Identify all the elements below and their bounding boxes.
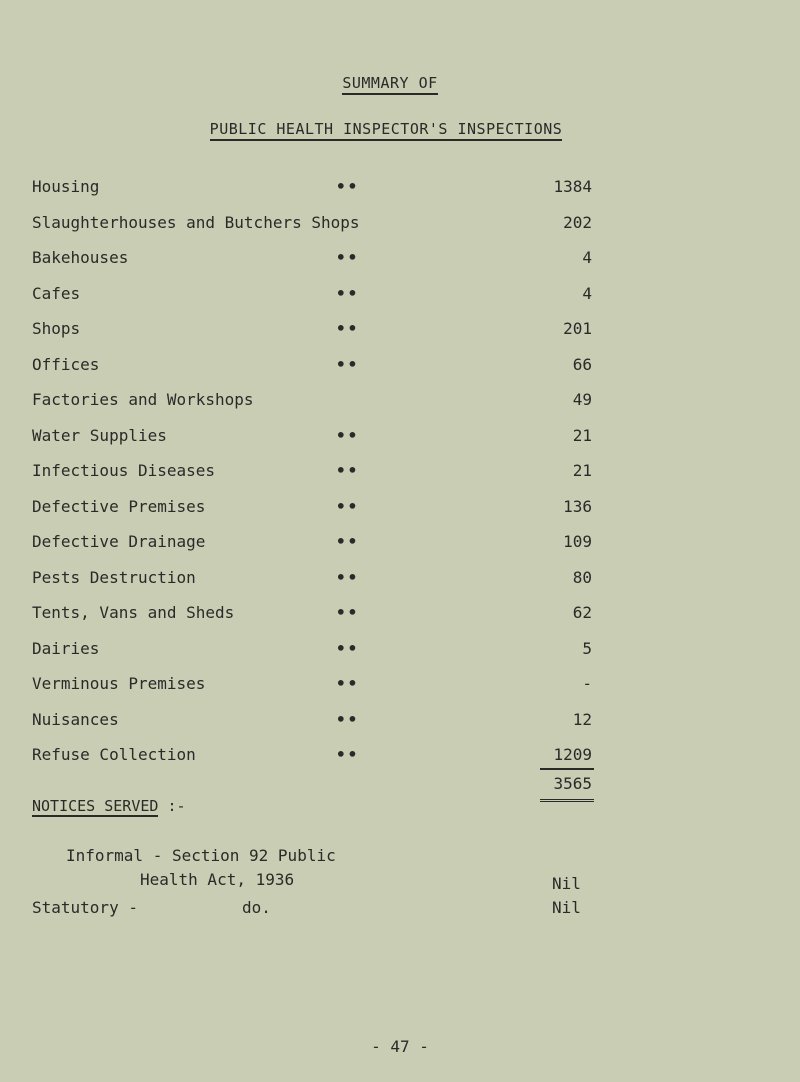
inspection-row [32, 355, 592, 379]
inspection-row [32, 461, 592, 485]
inspection-row [32, 532, 592, 556]
leader-dots: •• [336, 745, 360, 764]
inspection-label: Infectious Diseases [32, 461, 216, 480]
leader-dots: •• [336, 319, 360, 338]
inspection-value: 62 [572, 603, 592, 622]
inspection-row [32, 177, 592, 201]
inspection-value: 201 [563, 319, 592, 338]
leader-dots: •• [336, 248, 360, 267]
notice-statutory-do: do. [242, 898, 271, 917]
total-rule-bottom [540, 799, 594, 804]
page-number: - 47 - [371, 1037, 429, 1056]
inspection-value: 136 [563, 496, 592, 516]
inspection-value: 1209 [553, 745, 592, 764]
inspection-label: Bakehouses [32, 248, 129, 267]
inspection-row [32, 603, 592, 627]
notice-informal-value: Nil [552, 874, 581, 893]
inspection-label: Housing [32, 177, 100, 196]
inspection-row [32, 319, 592, 343]
inspection-row [32, 497, 592, 521]
inspection-label: Pests Destruction [32, 567, 196, 587]
inspection-value: 202 [563, 212, 592, 232]
inspection-value: 12 [572, 709, 592, 729]
total-value: 3565 [553, 774, 592, 793]
leader-dots: •• [336, 461, 360, 480]
inspection-value: - [582, 674, 592, 693]
leader-dots: •• [336, 532, 360, 551]
inspection-row [32, 710, 592, 734]
leader-dots: •• [336, 567, 360, 587]
inspection-label: Verminous Premises [32, 674, 206, 693]
inspection-row [32, 248, 592, 272]
title-summary-of: SUMMARY OF [0, 74, 790, 92]
leader-dots: •• [336, 674, 360, 693]
inspection-row [32, 674, 592, 698]
inspection-row [32, 213, 592, 237]
notice-informal-line1: Informal - Section 92 Public [66, 846, 336, 865]
leader-dots: •• [336, 283, 360, 303]
inspection-row [32, 284, 592, 308]
leader-dots: •• [336, 425, 360, 445]
title-inspections: PUBLIC HEALTH INSPECTOR'S INSPECTIONS [0, 120, 786, 138]
notices-title: NOTICES SERVED :- [32, 797, 186, 815]
inspection-row [32, 639, 592, 663]
inspection-value: 5 [582, 638, 592, 658]
leader-dots: •• [336, 354, 360, 374]
inspection-label: Offices [32, 354, 100, 374]
leader-dots: •• [336, 603, 360, 622]
notice-informal-line2: Health Act, 1936 [140, 870, 295, 889]
inspection-value: 21 [572, 461, 592, 480]
inspection-value: 80 [572, 567, 592, 587]
inspection-value: 4 [582, 283, 592, 303]
leader-dots: •• [336, 177, 360, 196]
inspection-label: Defective Drainage [32, 532, 206, 551]
inspection-label: Dairies [32, 638, 100, 658]
inspection-value: 49 [572, 390, 592, 409]
inspection-label: Factories and Workshops [32, 390, 254, 409]
notice-statutory-value: Nil [552, 898, 581, 917]
inspection-row [32, 745, 592, 769]
inspection-label: Nuisances [32, 709, 119, 729]
inspection-row [32, 390, 592, 414]
inspection-label: Water Supplies [32, 425, 167, 445]
notice-statutory-label: Statutory - [32, 898, 138, 917]
inspection-row [32, 568, 592, 592]
inspection-value: 4 [582, 248, 592, 267]
inspection-label: Defective Premises [32, 496, 206, 516]
inspection-row [32, 426, 592, 450]
leader-dots: •• [336, 709, 360, 729]
leader-dots: •• [336, 496, 360, 516]
inspection-label: Tents, Vans and Sheds [32, 603, 235, 622]
total-rule-top [540, 768, 594, 770]
inspection-label: Shops [32, 319, 81, 338]
inspection-label: Cafes [32, 283, 81, 303]
inspection-value: 66 [572, 354, 592, 374]
inspection-label: Refuse Collection [32, 745, 196, 764]
inspection-value: 21 [572, 425, 592, 445]
leader-dots: •• [336, 638, 360, 658]
inspection-label: Slaughterhouses and Butchers Shops [32, 212, 360, 232]
inspection-value: 1384 [553, 177, 592, 196]
inspection-value: 109 [563, 532, 592, 551]
